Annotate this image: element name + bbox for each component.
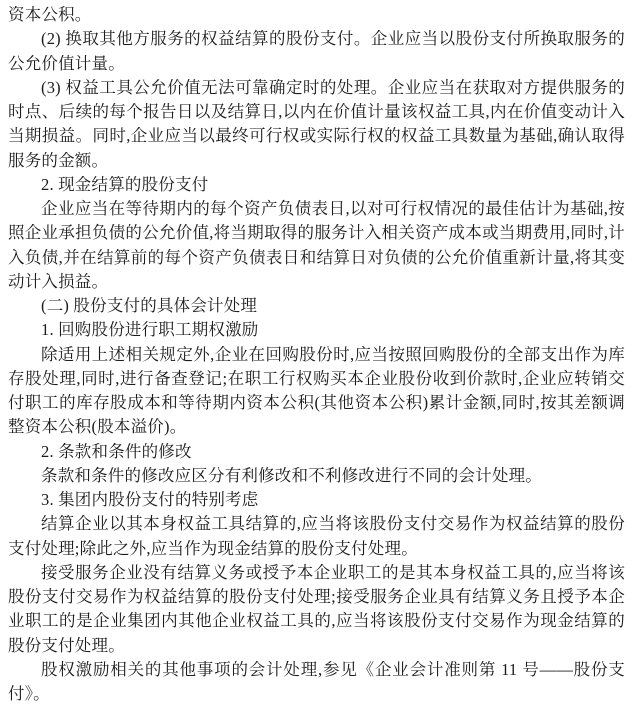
section-heading: 3. 集团内股份支付的特别考虑 xyxy=(41,490,259,509)
paragraph: 结算企业以其本身权益工具结算的,应当将该股份支付交易作为权益结算的股份支付处理;除此之外,应当作为现金结算的股份支付处理。 xyxy=(8,514,625,558)
paragraph: 企业应当在等待期内的每个资产负债表日,以对可行权情况的最佳估计为基础,按照企业承担负债的公允价值,将当期取得的服务计入相关资产成本或当期费用,同时,计入负债,并在结算前的每个资产负债表日和结算日对负债的公允价值重新计量,将其变动计入损益。 xyxy=(8,199,625,291)
paragraph: 接受服务企业没有结算义务或授予本企业职工的是其本身权益工具的,应当将该股份支付交易作为权益结算的股份支付处理;接受服务企业具有结算义务且授予本企业职工的是企业集团内其他企业权益工具的,应当将该股份支付交易作为现金结算的股份支付处理。 xyxy=(8,562,625,655)
section-heading: (二) 股份支付的具体会计处理 xyxy=(41,296,258,315)
paragraph: 除适用上述相关规定外,企业在回购股份时,应当按照回购股份的全部支出作为库存股处理,同时,进行备查登记;在职工行权购买本企业股份收到价款时,企业应转销交付职工的库存股成本和等待期内资本公积(其他资本公积)累计金额,同时,按其差额调整资本公积(股本溢价)。 xyxy=(8,344,625,437)
section-heading: 1. 回购股份进行职工期权激励 xyxy=(41,320,259,340)
section-heading: 2. 条款和条件的修改 xyxy=(41,441,192,461)
section-heading: 2. 现金结算的股份支付 xyxy=(41,174,209,194)
paragraph: (2) 换取其他方服务的权益结算的股份支付。企业应当以股份支付所换取服务的公允价值计量。 xyxy=(8,29,625,73)
paragraph: 股权激励相关的其他事项的会计处理,参见《企业会计准则第 11 号——股份支付》。 xyxy=(8,659,625,703)
text-block xyxy=(8,3,625,705)
paragraph: 条款和条件的修改应区分有利修改和不利修改进行不同的会计处理。 xyxy=(41,465,542,485)
paragraph: 资本公积。 xyxy=(8,5,92,24)
paragraph: (3) 权益工具公允价值无法可靠确定时的处理。企业应当在获取对方提供服务的时点、后续的每个报告日以及结算日,以内在价值计量该权益工具,内在价值变动计入当期损益。同时,企业应当以最终可行权或实际行权的权益工具数量为基础,确认取得服务的金额。 xyxy=(8,77,625,170)
